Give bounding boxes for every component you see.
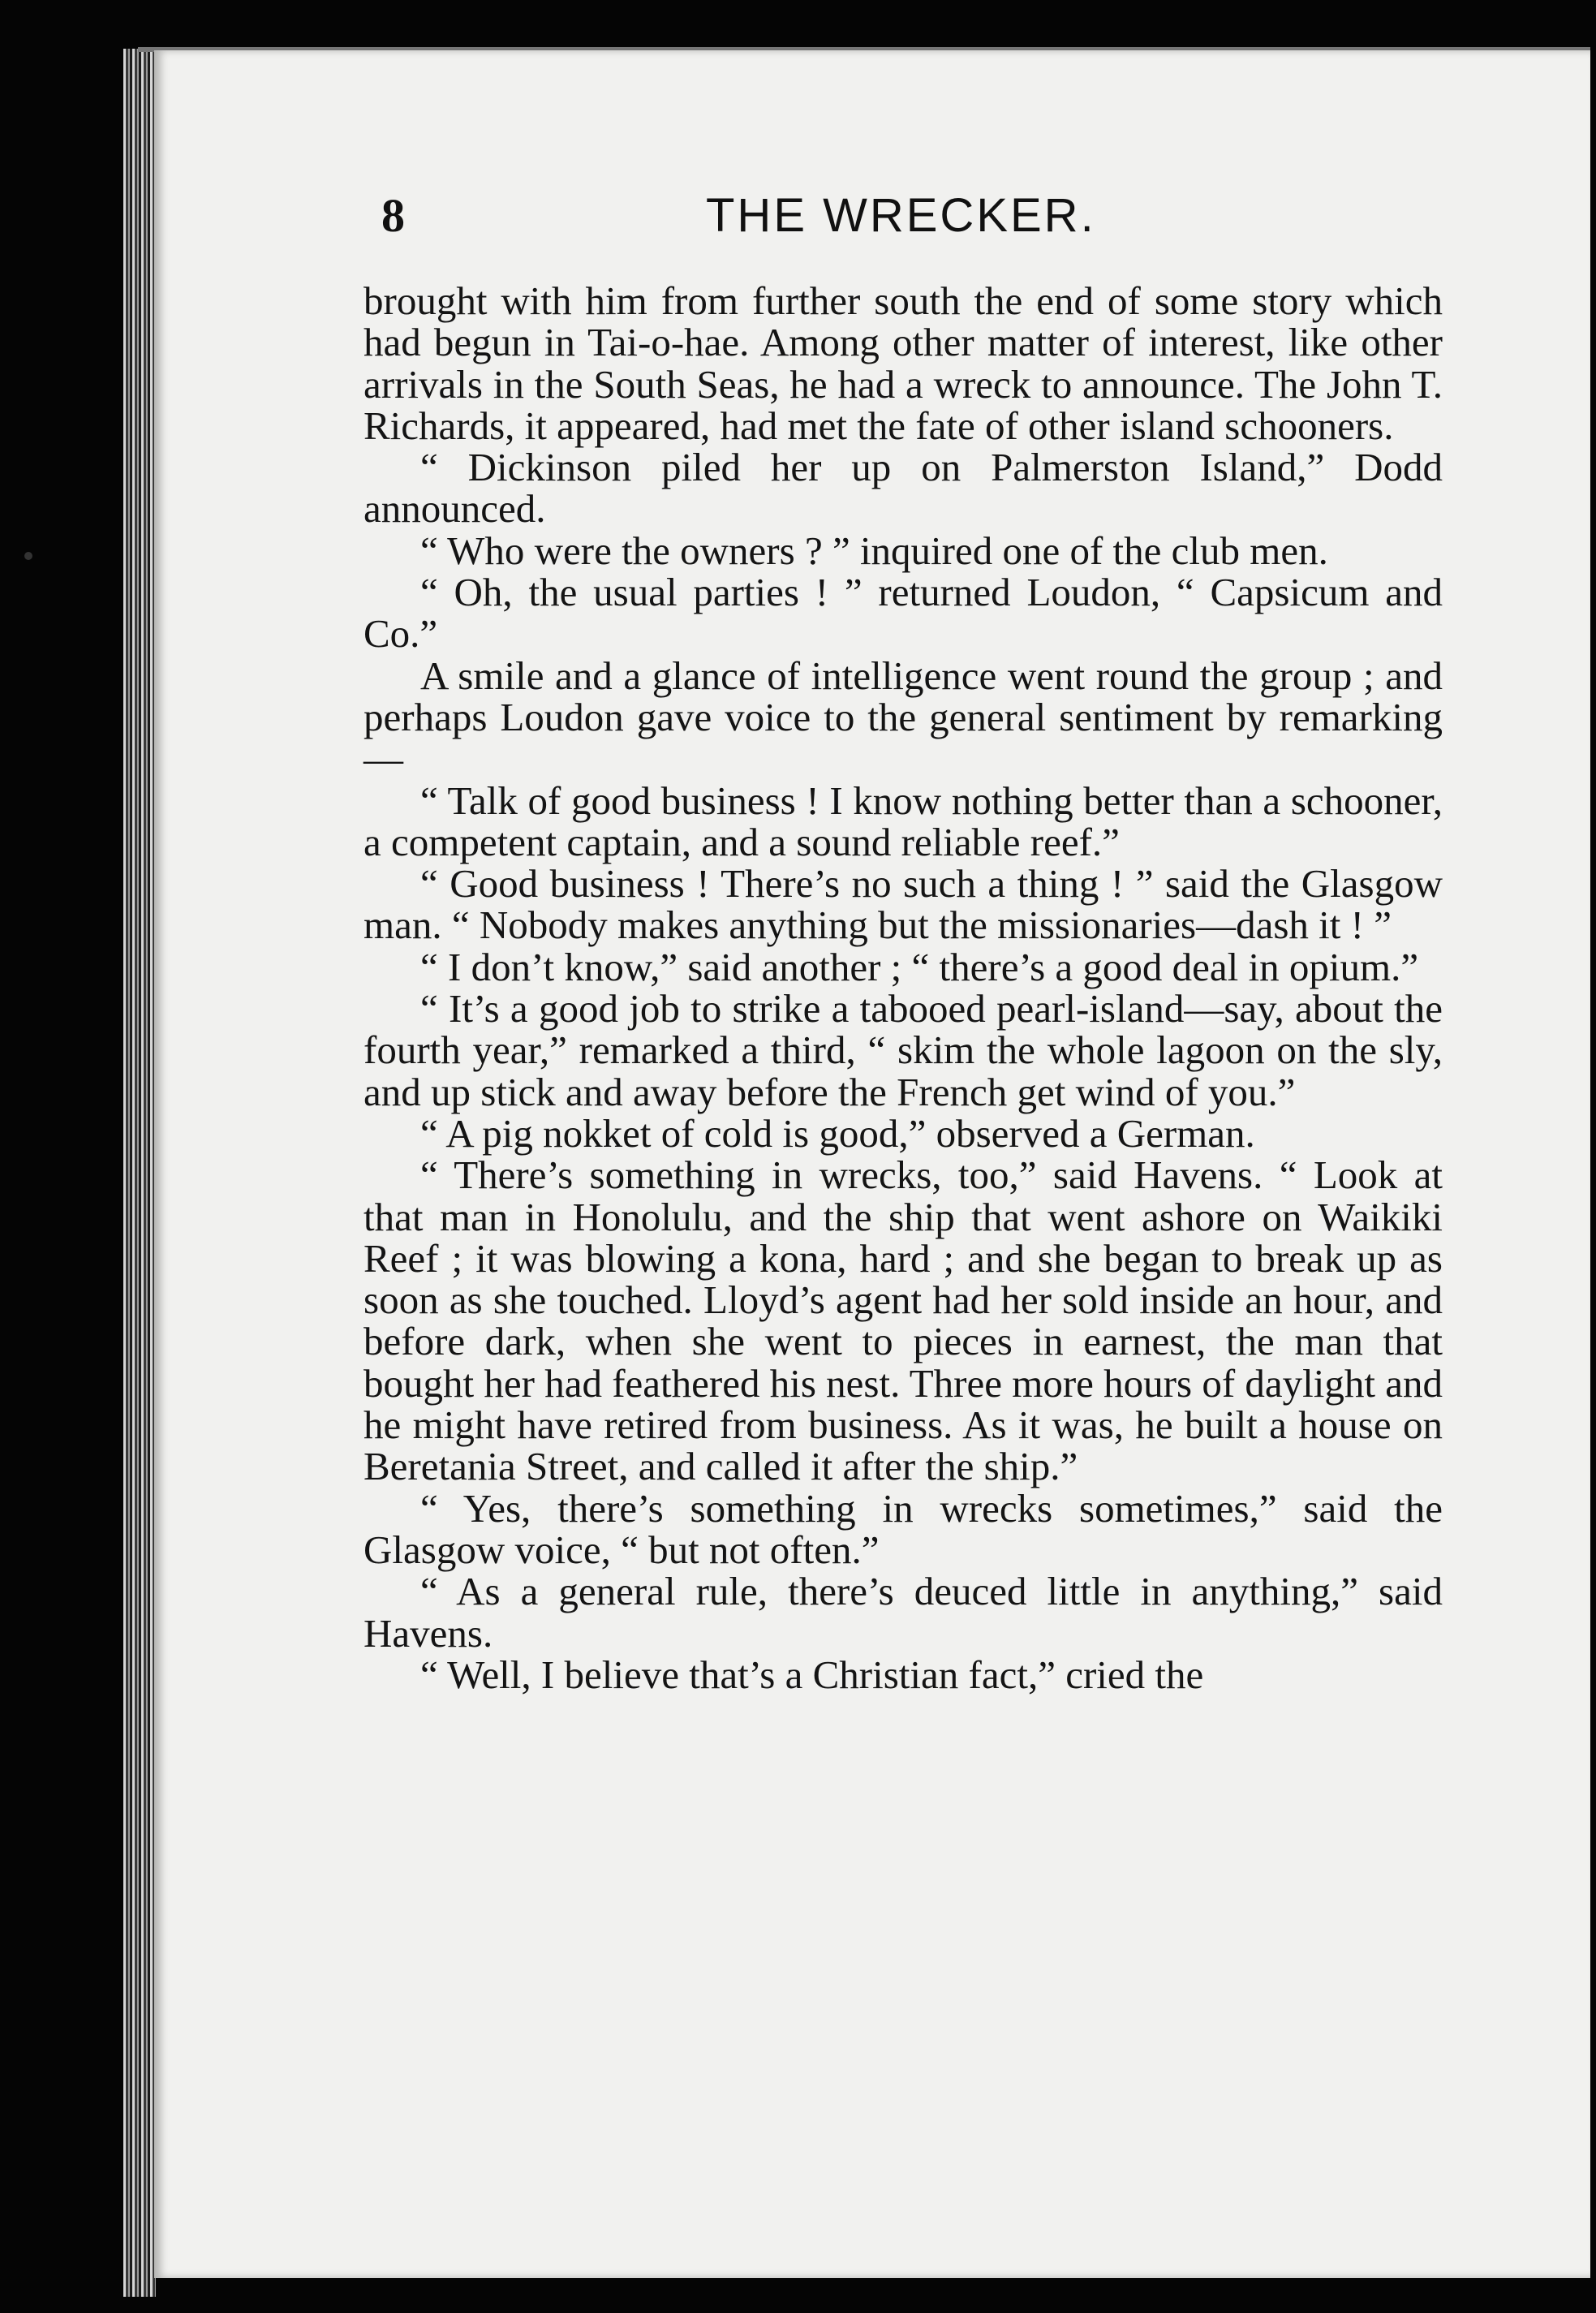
paragraph: “ A pig nokket of cold is good,” observed a German. — [420, 1110, 1255, 1156]
paragraph: “ Yes, there’s something in wrecks sometimes,” said the Glasgow voice, “ but not often.” — [364, 1485, 1443, 1572]
paragraph: “ I don’t know,” said another ; “ there’s a good deal in opium.” — [420, 944, 1419, 989]
running-head: THE WRECKER. — [706, 189, 1096, 242]
paragraph: “ Dickinson piled her up on Palmerston Island,” Dodd announced. — [364, 445, 1443, 532]
page-number: 8 — [381, 189, 406, 242]
paragraph: “ Good business ! There’s no such a thing ! ” said the Glasgow man. “ Nobody makes anything but the missionaries—dash it ! ” — [364, 861, 1443, 948]
paragraph: “ As a general rule, there’s deuced little in anything,” said Havens. — [364, 1569, 1443, 1656]
scan-speck — [24, 552, 32, 560]
paragraph: “ Talk of good business ! I know nothing better than a schooner, a competent captain, and a sound reliable reef.” — [364, 777, 1443, 864]
paragraph: “ It’s a good job to strike a tabooed pearl-island—say, about the fourth year,” remarked a third, “ skim the whole lagoon on the sly, and up stick and away before the French get wind of you.” — [364, 986, 1443, 1114]
paragraph: “ There’s something in wrecks, too,” said Havens. “ Look at that man in Honolulu, and the ship that went ashore on Waikiki Reef ; it was blowing a kona, hard ; and she began to break up as soon as she touched. Lloyd’s agent had her sold inside an hour, and before dark, when she went to pieces in earnest, the man that bought her had feathered his nest. Three more hours of daylight and he might have retired from business. As it was, he built a house on Beretania Street, and called it after the ship.” — [364, 1152, 1443, 1489]
body-text — [364, 280, 1443, 1695]
paragraph: “ Well, I believe that’s a Christian fact,” cried the — [420, 1652, 1204, 1697]
page-header — [381, 188, 1444, 245]
paragraph: “ Who were the owners ? ” inquired one of the club men. — [420, 528, 1328, 573]
paragraph: brought with him from further south the end of some story which had begun in Tai-o-hae. Among other matter of interest, like other arrivals in the South Seas, he had a wreck to announce. The John T. Richards, it appeared, had met the fate of other island schooners. — [364, 278, 1443, 448]
paragraph: A smile and a glance of intelligence went round the group ; and perhaps Loudon gave voice to the general sentiment by remarking— — [364, 653, 1443, 782]
paragraph: “ Oh, the usual parties ! ” returned Loudon, “ Capsicum and Co.” — [364, 570, 1443, 657]
book-spine-edge — [123, 49, 156, 2297]
